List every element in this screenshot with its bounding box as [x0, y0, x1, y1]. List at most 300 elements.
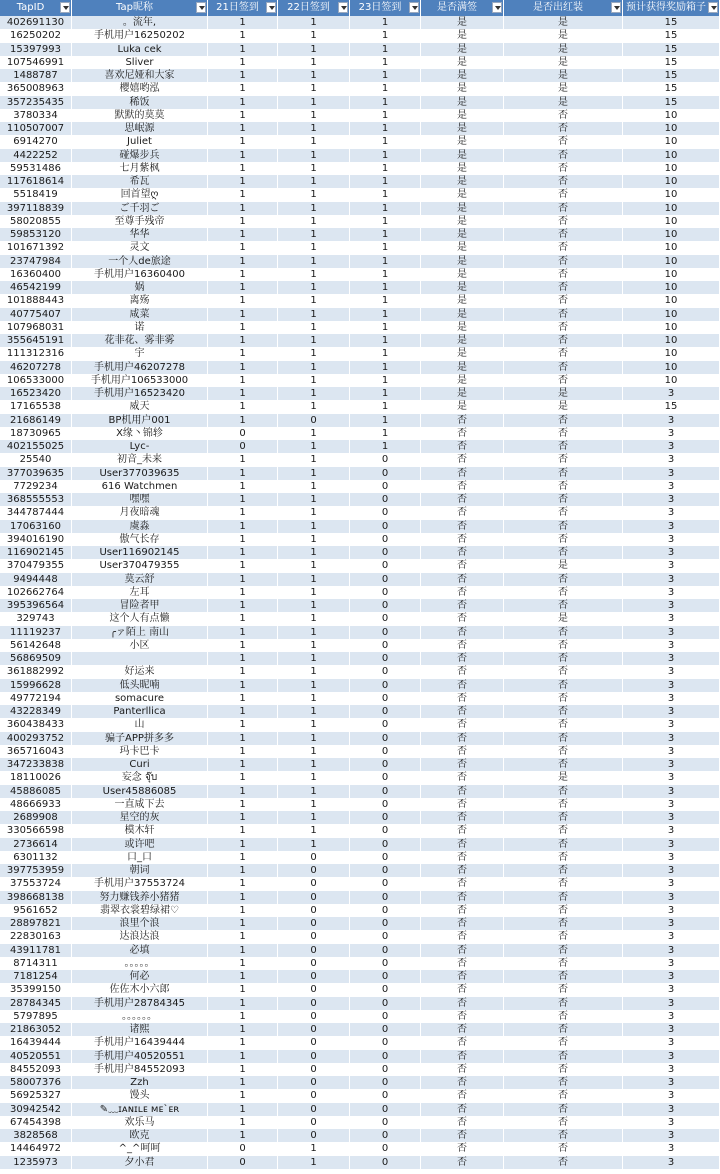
table-cell[interactable]: 1: [208, 400, 278, 413]
table-cell[interactable]: 玛卡巴卡: [72, 745, 208, 758]
table-cell[interactable]: 1: [278, 16, 350, 29]
table-cell[interactable]: 3: [623, 1103, 720, 1116]
table-cell[interactable]: 0: [278, 983, 350, 996]
table-cell[interactable]: 1: [208, 838, 278, 851]
table-cell[interactable]: 手机用户16439444: [72, 1036, 208, 1049]
table-cell[interactable]: 1: [208, 82, 278, 95]
filter-dropdown-icon[interactable]: [409, 2, 419, 13]
table-cell[interactable]: 是: [421, 281, 504, 294]
table-cell[interactable]: 3: [623, 930, 720, 943]
table-cell[interactable]: 1: [208, 983, 278, 996]
table-cell[interactable]: 1: [208, 387, 278, 400]
table-cell[interactable]: 1: [278, 1156, 350, 1169]
table-cell[interactable]: Panterllica: [72, 705, 208, 718]
table-cell[interactable]: 否: [504, 334, 623, 347]
table-cell[interactable]: 0: [350, 1036, 421, 1049]
table-cell[interactable]: 344787444: [0, 506, 72, 519]
table-cell[interactable]: 46542199: [0, 281, 72, 294]
table-cell[interactable]: 1: [208, 851, 278, 864]
table-cell[interactable]: 35399150: [0, 983, 72, 996]
table-cell[interactable]: 0: [350, 771, 421, 784]
table-cell[interactable]: 是: [421, 387, 504, 400]
table-cell[interactable]: 1: [208, 559, 278, 572]
table-cell[interactable]: 330566598: [0, 824, 72, 837]
table-cell[interactable]: 是: [421, 400, 504, 413]
table-cell[interactable]: 否: [421, 414, 504, 427]
table-cell[interactable]: 347233838: [0, 758, 72, 771]
table-cell[interactable]: User116902145: [72, 546, 208, 559]
table-cell[interactable]: 否: [504, 175, 623, 188]
table-cell[interactable]: 1235973: [0, 1156, 72, 1169]
table-cell[interactable]: 3: [623, 506, 720, 519]
table-cell[interactable]: 0: [278, 944, 350, 957]
table-cell[interactable]: 1: [208, 533, 278, 546]
table-cell[interactable]: 1: [350, 69, 421, 82]
table-cell[interactable]: 1: [278, 347, 350, 360]
table-cell[interactable]: 0: [350, 1156, 421, 1169]
table-cell[interactable]: 0: [350, 997, 421, 1010]
table-cell[interactable]: 3: [623, 1142, 720, 1155]
table-cell[interactable]: 1: [350, 122, 421, 135]
table-cell[interactable]: 否: [504, 904, 623, 917]
table-cell[interactable]: 1: [208, 467, 278, 480]
table-cell[interactable]: 3: [623, 745, 720, 758]
table-cell[interactable]: 1: [350, 387, 421, 400]
table-cell[interactable]: 否: [504, 718, 623, 731]
table-cell[interactable]: 是: [504, 559, 623, 572]
table-cell[interactable]: 0: [350, 573, 421, 586]
table-cell[interactable]: 手机用户84552093: [72, 1063, 208, 1076]
table-cell[interactable]: 月夜暗魂: [72, 506, 208, 519]
table-cell[interactable]: 1: [278, 387, 350, 400]
table-cell[interactable]: 是: [504, 56, 623, 69]
table-cell[interactable]: 1: [208, 228, 278, 241]
table-cell[interactable]: 否: [421, 970, 504, 983]
table-cell[interactable]: 0: [350, 811, 421, 824]
table-cell[interactable]: 否: [421, 599, 504, 612]
table-cell[interactable]: 否: [421, 493, 504, 506]
table-cell[interactable]: 否: [421, 957, 504, 970]
table-cell[interactable]: 否: [421, 1156, 504, 1169]
table-cell[interactable]: 1: [208, 997, 278, 1010]
table-cell[interactable]: 0: [278, 1129, 350, 1142]
table-cell[interactable]: 1: [208, 586, 278, 599]
table-cell[interactable]: 否: [504, 652, 623, 665]
table-cell[interactable]: 。。。。。。: [72, 1010, 208, 1023]
table-cell[interactable]: 1: [208, 241, 278, 254]
table-cell[interactable]: User377039635: [72, 467, 208, 480]
table-cell[interactable]: 1: [208, 1076, 278, 1089]
table-cell[interactable]: 3: [623, 811, 720, 824]
table-cell[interactable]: 1: [278, 652, 350, 665]
table-cell[interactable]: 0: [350, 612, 421, 625]
table-cell[interactable]: 1: [208, 268, 278, 281]
table-cell[interactable]: 361882992: [0, 665, 72, 678]
table-cell[interactable]: 否: [504, 1010, 623, 1023]
table-cell[interactable]: 是: [421, 347, 504, 360]
table-cell[interactable]: 1: [278, 732, 350, 745]
table-cell[interactable]: 1: [208, 824, 278, 837]
table-cell[interactable]: 3: [623, 957, 720, 970]
table-cell[interactable]: 否: [504, 705, 623, 718]
table-cell[interactable]: 0: [350, 838, 421, 851]
table-cell[interactable]: 56925327: [0, 1089, 72, 1102]
table-cell[interactable]: 达浪达浪: [72, 930, 208, 943]
table-cell[interactable]: 3: [623, 387, 720, 400]
table-cell[interactable]: 否: [504, 453, 623, 466]
table-cell[interactable]: 3: [623, 1010, 720, 1023]
table-cell[interactable]: 16360400: [0, 268, 72, 281]
table-cell[interactable]: 1: [278, 506, 350, 519]
table-cell[interactable]: 1: [208, 453, 278, 466]
table-cell[interactable]: 0: [278, 1036, 350, 1049]
table-cell[interactable]: 0: [278, 957, 350, 970]
table-cell[interactable]: 咸菜: [72, 308, 208, 321]
table-cell[interactable]: 否: [504, 520, 623, 533]
table-cell[interactable]: 0: [278, 1023, 350, 1036]
table-cell[interactable]: 否: [504, 255, 623, 268]
table-cell[interactable]: 否: [421, 838, 504, 851]
table-cell[interactable]: 1: [278, 679, 350, 692]
table-cell[interactable]: 努力赚钱养小猪猪: [72, 891, 208, 904]
table-cell[interactable]: 3: [623, 838, 720, 851]
table-cell[interactable]: 1: [208, 334, 278, 347]
filter-dropdown-icon[interactable]: [266, 2, 276, 13]
table-cell[interactable]: 1: [208, 785, 278, 798]
table-cell[interactable]: [72, 652, 208, 665]
table-cell[interactable]: 是: [421, 135, 504, 148]
table-cell[interactable]: 10: [623, 294, 720, 307]
table-cell[interactable]: 1: [278, 135, 350, 148]
table-cell[interactable]: 左耳: [72, 586, 208, 599]
table-cell[interactable]: 1: [208, 1023, 278, 1036]
table-cell[interactable]: 夕小君: [72, 1156, 208, 1169]
table-cell[interactable]: Curi: [72, 758, 208, 771]
table-cell[interactable]: 1: [208, 202, 278, 215]
table-cell[interactable]: 否: [504, 692, 623, 705]
table-cell[interactable]: 否: [421, 732, 504, 745]
table-cell[interactable]: 0: [350, 559, 421, 572]
table-cell[interactable]: 1: [278, 573, 350, 586]
table-cell[interactable]: 1: [350, 414, 421, 427]
table-cell[interactable]: 否: [504, 983, 623, 996]
table-cell[interactable]: 否: [504, 1063, 623, 1076]
table-cell[interactable]: 1: [350, 16, 421, 29]
table-cell[interactable]: 7181254: [0, 970, 72, 983]
table-cell[interactable]: 3: [623, 785, 720, 798]
table-cell[interactable]: 否: [504, 957, 623, 970]
table-cell[interactable]: 10: [623, 228, 720, 241]
table-cell[interactable]: 嘿嘿: [72, 493, 208, 506]
table-cell[interactable]: 否: [421, 427, 504, 440]
table-cell[interactable]: 1: [208, 347, 278, 360]
table-cell[interactable]: 否: [504, 586, 623, 599]
table-cell[interactable]: 冒险者甲: [72, 599, 208, 612]
table-cell[interactable]: 否: [421, 851, 504, 864]
table-cell[interactable]: 是: [421, 308, 504, 321]
table-cell[interactable]: 3: [623, 626, 720, 639]
table-cell[interactable]: 0: [350, 626, 421, 639]
table-cell[interactable]: 1: [208, 944, 278, 957]
table-cell[interactable]: 口_口: [72, 851, 208, 864]
table-cell[interactable]: 否: [504, 202, 623, 215]
table-cell[interactable]: 0: [278, 1010, 350, 1023]
table-cell[interactable]: 0: [350, 798, 421, 811]
table-cell[interactable]: 1: [350, 175, 421, 188]
table-cell[interactable]: 否: [421, 1103, 504, 1116]
table-cell[interactable]: 否: [421, 1010, 504, 1023]
table-cell[interactable]: 骗子APP拼多多: [72, 732, 208, 745]
table-cell[interactable]: 1: [350, 268, 421, 281]
table-cell[interactable]: 3: [623, 904, 720, 917]
table-cell[interactable]: 何必: [72, 970, 208, 983]
table-cell[interactable]: 手机用户46207278: [72, 361, 208, 374]
table-cell[interactable]: 否: [504, 149, 623, 162]
table-cell[interactable]: 是: [504, 771, 623, 784]
table-cell[interactable]: 0: [350, 917, 421, 930]
table-cell[interactable]: 395396564: [0, 599, 72, 612]
table-cell[interactable]: 1: [278, 639, 350, 652]
table-cell[interactable]: 1: [208, 162, 278, 175]
table-cell[interactable]: 手机用户37553724: [72, 877, 208, 890]
table-cell[interactable]: 365716043: [0, 745, 72, 758]
table-cell[interactable]: 1: [350, 427, 421, 440]
table-cell[interactable]: 0: [350, 957, 421, 970]
table-cell[interactable]: 3: [623, 559, 720, 572]
table-cell[interactable]: 1: [208, 1050, 278, 1063]
table-cell[interactable]: 1: [208, 122, 278, 135]
table-cell[interactable]: 1: [350, 202, 421, 215]
table-cell[interactable]: 1: [208, 891, 278, 904]
table-cell[interactable]: 1: [350, 56, 421, 69]
table-cell[interactable]: 117618614: [0, 175, 72, 188]
table-cell[interactable]: 否: [504, 1050, 623, 1063]
table-cell[interactable]: 否: [421, 745, 504, 758]
table-cell[interactable]: 是: [504, 69, 623, 82]
table-cell[interactable]: 1: [208, 69, 278, 82]
table-cell[interactable]: 17063160: [0, 520, 72, 533]
table-cell[interactable]: 灵文: [72, 241, 208, 254]
table-cell[interactable]: 必填: [72, 944, 208, 957]
table-cell[interactable]: 否: [421, 1142, 504, 1155]
table-cell[interactable]: 397753959: [0, 864, 72, 877]
table-cell[interactable]: 0: [278, 1050, 350, 1063]
table-cell[interactable]: 1: [278, 467, 350, 480]
table-cell[interactable]: 0: [278, 997, 350, 1010]
table-cell[interactable]: 3: [623, 1063, 720, 1076]
table-cell[interactable]: 3: [623, 970, 720, 983]
table-cell[interactable]: 1: [208, 480, 278, 493]
table-cell[interactable]: 星空的灰: [72, 811, 208, 824]
table-cell[interactable]: 3: [623, 1036, 720, 1049]
table-cell[interactable]: 107968031: [0, 321, 72, 334]
table-cell[interactable]: 否: [504, 268, 623, 281]
table-cell[interactable]: 1: [208, 1063, 278, 1076]
table-cell[interactable]: 虞淼: [72, 520, 208, 533]
table-cell[interactable]: 21686149: [0, 414, 72, 427]
table-cell[interactable]: 山: [72, 718, 208, 731]
table-cell[interactable]: 1: [208, 255, 278, 268]
table-cell[interactable]: 否: [421, 440, 504, 453]
table-cell[interactable]: 3828568: [0, 1129, 72, 1142]
table-cell[interactable]: 14464972: [0, 1142, 72, 1155]
table-cell[interactable]: 21863052: [0, 1023, 72, 1036]
table-cell[interactable]: 。流年,: [72, 16, 208, 29]
table-cell[interactable]: 0: [350, 983, 421, 996]
table-cell[interactable]: 10: [623, 215, 720, 228]
table-cell[interactable]: 0: [350, 944, 421, 957]
table-cell[interactable]: 娲: [72, 281, 208, 294]
table-cell[interactable]: 402155025: [0, 440, 72, 453]
table-cell[interactable]: 否: [504, 321, 623, 334]
table-cell[interactable]: 0: [350, 467, 421, 480]
table-cell[interactable]: 1: [278, 374, 350, 387]
table-cell[interactable]: 45886085: [0, 785, 72, 798]
table-cell[interactable]: 否: [421, 718, 504, 731]
table-cell[interactable]: 否: [504, 427, 623, 440]
table-cell[interactable]: 1: [350, 162, 421, 175]
table-cell[interactable]: 欧克: [72, 1129, 208, 1142]
table-cell[interactable]: 0: [350, 1050, 421, 1063]
table-cell[interactable]: 否: [504, 639, 623, 652]
table-cell[interactable]: 1: [278, 718, 350, 731]
table-cell[interactable]: 否: [504, 533, 623, 546]
table-cell[interactable]: Lyc-: [72, 440, 208, 453]
table-cell[interactable]: 否: [504, 811, 623, 824]
table-cell[interactable]: 1: [278, 400, 350, 413]
table-cell[interactable]: 1: [350, 334, 421, 347]
table-cell[interactable]: 397118839: [0, 202, 72, 215]
table-cell[interactable]: 3: [623, 997, 720, 1010]
table-cell[interactable]: 是: [504, 29, 623, 42]
table-cell[interactable]: 3: [623, 758, 720, 771]
table-cell[interactable]: 3: [623, 798, 720, 811]
table-cell[interactable]: 3: [623, 1076, 720, 1089]
table-cell[interactable]: 1: [350, 82, 421, 95]
table-cell[interactable]: 0: [350, 652, 421, 665]
table-cell[interactable]: 15: [623, 69, 720, 82]
table-cell[interactable]: 0: [350, 705, 421, 718]
table-cell[interactable]: 否: [504, 838, 623, 851]
table-cell[interactable]: 否: [421, 639, 504, 652]
table-cell[interactable]: 否: [504, 573, 623, 586]
table-cell[interactable]: 43228349: [0, 705, 72, 718]
table-cell[interactable]: 1: [208, 29, 278, 42]
table-cell[interactable]: 否: [421, 612, 504, 625]
table-cell[interactable]: 67454398: [0, 1116, 72, 1129]
table-cell[interactable]: 3: [623, 917, 720, 930]
table-cell[interactable]: 0: [350, 480, 421, 493]
table-cell[interactable]: 1: [208, 917, 278, 930]
table-cell[interactable]: 否: [504, 745, 623, 758]
table-cell[interactable]: 否: [421, 1036, 504, 1049]
table-cell[interactable]: 0: [350, 1076, 421, 1089]
table-cell[interactable]: 1: [278, 1142, 350, 1155]
table-cell[interactable]: 1: [208, 1103, 278, 1116]
table-cell[interactable]: 威天: [72, 400, 208, 413]
table-cell[interactable]: 否: [421, 1063, 504, 1076]
table-cell[interactable]: 否: [421, 533, 504, 546]
table-cell[interactable]: 3: [623, 414, 720, 427]
table-cell[interactable]: 3: [623, 599, 720, 612]
table-cell[interactable]: 否: [504, 440, 623, 453]
table-cell[interactable]: 3: [623, 732, 720, 745]
table-cell[interactable]: 诺: [72, 321, 208, 334]
table-cell[interactable]: 1: [278, 56, 350, 69]
table-cell[interactable]: 1: [350, 374, 421, 387]
table-cell[interactable]: 1: [350, 109, 421, 122]
table-cell[interactable]: 是: [504, 387, 623, 400]
table-cell[interactable]: 0: [350, 692, 421, 705]
table-cell[interactable]: 七月紫枫: [72, 162, 208, 175]
table-cell[interactable]: 15: [623, 82, 720, 95]
table-cell[interactable]: 馒头: [72, 1089, 208, 1102]
table-cell[interactable]: 1: [278, 281, 350, 294]
table-cell[interactable]: 否: [421, 1116, 504, 1129]
table-cell[interactable]: 否: [421, 506, 504, 519]
table-cell[interactable]: 否: [504, 162, 623, 175]
table-cell[interactable]: 0: [278, 864, 350, 877]
table-cell[interactable]: 是: [421, 56, 504, 69]
table-cell[interactable]: 1: [278, 268, 350, 281]
table-cell[interactable]: 3: [623, 679, 720, 692]
table-cell[interactable]: 1: [278, 228, 350, 241]
table-cell[interactable]: 1: [208, 506, 278, 519]
table-cell[interactable]: 7729234: [0, 480, 72, 493]
table-cell[interactable]: 是: [421, 29, 504, 42]
table-cell[interactable]: 8714311: [0, 957, 72, 970]
table-cell[interactable]: 10: [623, 122, 720, 135]
table-cell[interactable]: 0: [350, 732, 421, 745]
table-cell[interactable]: 15: [623, 56, 720, 69]
table-cell[interactable]: 否: [504, 188, 623, 201]
table-cell[interactable]: 15: [623, 16, 720, 29]
table-cell[interactable]: 0: [350, 453, 421, 466]
table-cell[interactable]: 329743: [0, 612, 72, 625]
table-cell[interactable]: 0: [350, 520, 421, 533]
table-cell[interactable]: 1: [208, 16, 278, 29]
table-cell[interactable]: 0: [350, 506, 421, 519]
table-cell[interactable]: 3: [623, 639, 720, 652]
table-cell[interactable]: 59531486: [0, 162, 72, 175]
table-cell[interactable]: 欢乐马: [72, 1116, 208, 1129]
table-cell[interactable]: 3780334: [0, 109, 72, 122]
table-cell[interactable]: 30942542: [0, 1103, 72, 1116]
filter-dropdown-icon[interactable]: [196, 2, 206, 13]
table-cell[interactable]: 0: [278, 1089, 350, 1102]
table-cell[interactable]: 否: [504, 414, 623, 427]
table-cell[interactable]: 1: [208, 970, 278, 983]
table-cell[interactable]: 394016190: [0, 533, 72, 546]
table-cell[interactable]: 0: [278, 1063, 350, 1076]
table-cell[interactable]: 。。。。。: [72, 957, 208, 970]
table-cell[interactable]: 5518419: [0, 188, 72, 201]
table-cell[interactable]: 1: [208, 149, 278, 162]
table-cell[interactable]: 0: [278, 1116, 350, 1129]
table-cell[interactable]: 否: [504, 798, 623, 811]
table-cell[interactable]: 0: [350, 1023, 421, 1036]
table-cell[interactable]: 1: [208, 612, 278, 625]
table-cell[interactable]: 否: [421, 546, 504, 559]
table-cell[interactable]: 25540: [0, 453, 72, 466]
table-cell[interactable]: 回首望ღ: [72, 188, 208, 201]
table-cell[interactable]: 10: [623, 241, 720, 254]
table-cell[interactable]: 1: [350, 43, 421, 56]
table-cell[interactable]: 1: [278, 520, 350, 533]
header-cell[interactable]: [421, 0, 504, 16]
filter-dropdown-icon[interactable]: [60, 2, 70, 13]
table-cell[interactable]: 56869509: [0, 652, 72, 665]
